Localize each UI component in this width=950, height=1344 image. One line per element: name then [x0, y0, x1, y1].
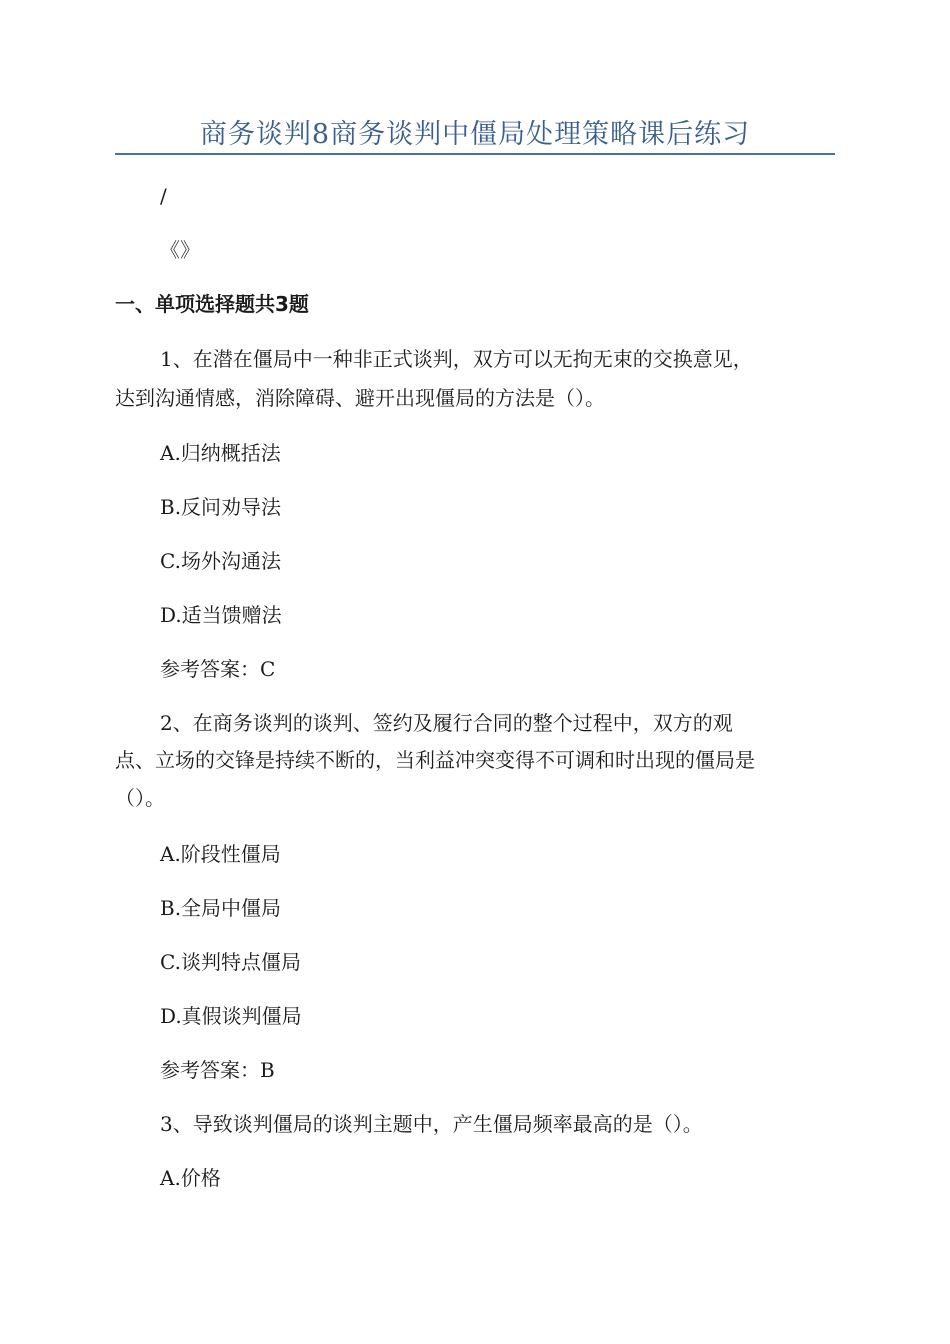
title-underline — [115, 153, 835, 155]
question-2-option-c: C.谈判特点僵局 — [160, 950, 301, 974]
question-2-option-b: B.全局中僵局 — [160, 896, 282, 920]
question-2-stem-line-2: 点、立场的交锋是持续不断的，当利益冲突变得不可调和时出现的僵局是 — [115, 748, 755, 772]
question-3-stem-line-1: 3、导致谈判僵局的谈判主题中，产生僵局频率最高的是（）。 — [160, 1112, 703, 1136]
question-1-stem-line-1: 1、在潜在僵局中一种非正式谈判，双方可以无拘无束的交换意见， — [160, 347, 753, 371]
question-2-stem-line-1: 2、在商务谈判的谈判、签约及履行合同的整个过程中，双方的观 — [160, 711, 733, 735]
brackets-line: 《》 — [160, 238, 200, 262]
slash-line: / — [160, 184, 167, 208]
question-1-stem-line-2: 达到沟通情感，消除障碍、避开出现僵局的方法是（）。 — [115, 386, 605, 410]
question-2-stem-line-3: （）。 — [115, 786, 165, 810]
question-2-answer: 参考答案：B — [160, 1058, 275, 1082]
document-title: 商务谈判8商务谈判中僵局处理策略课后练习 — [199, 119, 751, 150]
question-1-answer: 参考答案：C — [160, 657, 276, 681]
question-1-option-a: A.归纳概括法 — [160, 441, 281, 465]
question-3-option-a: A.价格 — [160, 1166, 221, 1190]
question-1-option-d: D.适当馈赠法 — [160, 603, 282, 627]
question-1-option-c: C.场外沟通法 — [160, 549, 281, 573]
section-heading: 一、单项选择题共3题 — [115, 292, 309, 316]
question-2-option-d: D.真假谈判僵局 — [160, 1004, 302, 1028]
question-1-option-b: B.反问劝导法 — [160, 495, 282, 519]
question-2-option-a: A.阶段性僵局 — [160, 842, 281, 866]
